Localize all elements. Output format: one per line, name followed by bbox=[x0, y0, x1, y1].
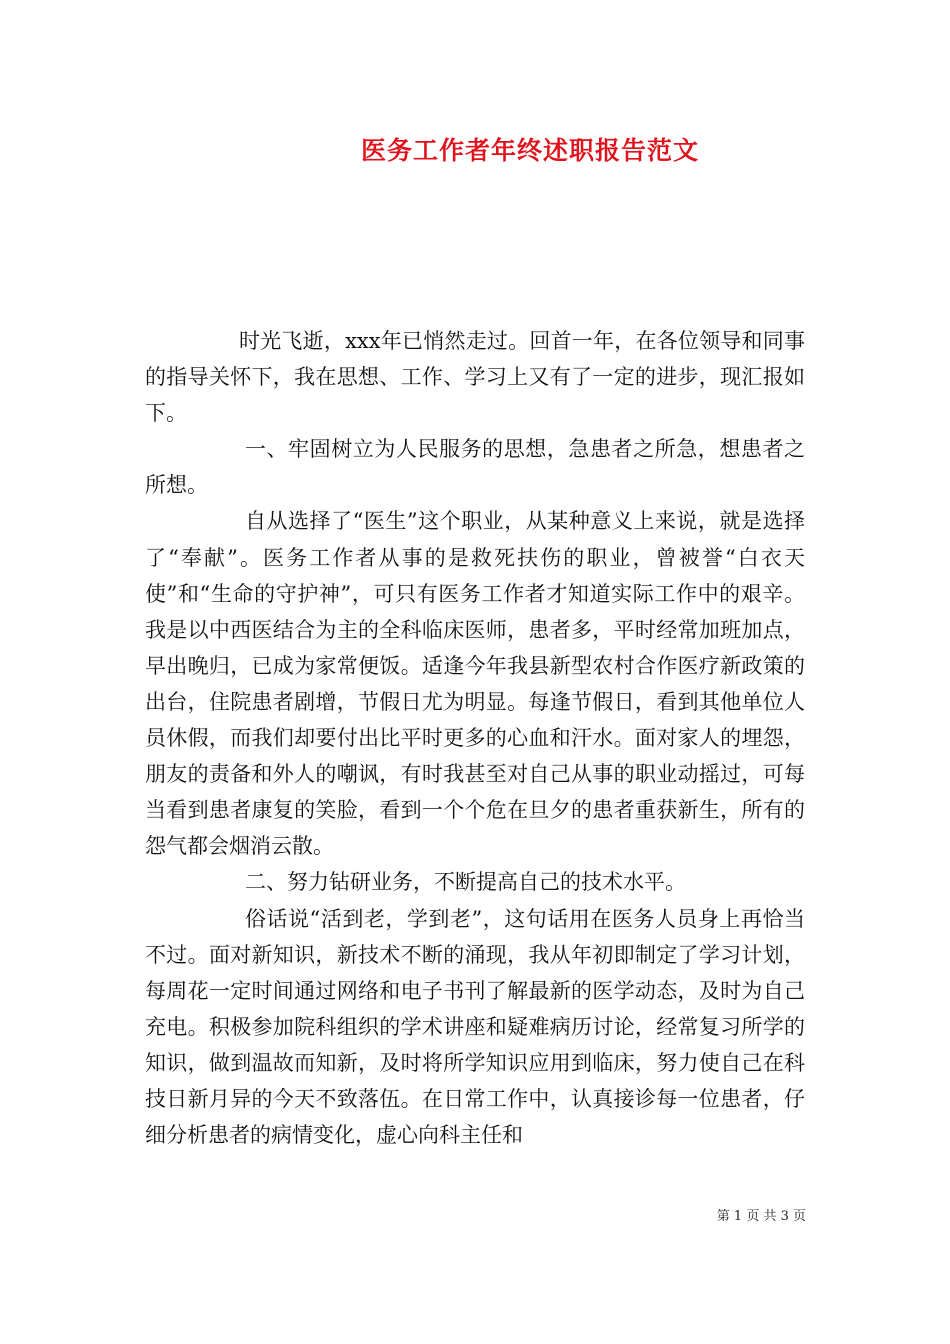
section-heading-2: 二、努力钻研业务，不断提高自己的技术水平。 bbox=[245, 870, 686, 895]
paragraph-intro: 时光飞逝，xxx年已悄然走过。回首一年，在各位领导和同事的指导关怀下，我在思想、工作、学习上又有了一定的进步，现汇报如下。 bbox=[145, 329, 805, 426]
section-heading-1: 一、牢固树立为人民服务的思想，急患者之所急，想患者之所想。 bbox=[145, 437, 805, 498]
paragraph-section-2: 俗话说“活到老，学到老”，这句话用在医务人员身上再恰当不过。面对新知识，新技术不断的涌现，我从年初即制定了学习计划，每周花一定时间通过网络和电子书刊了解最新的医学动态，及时为自己充电。积极参加院科组织的学术讲座和疑难病历讨论，经常复习所学的知识，做到温故而知新，及时将所学知识应用到临床，努力使自己在科技日新月异的今天不致落伍。在日常工作中，认真接诊每一位患者，仔细分析患者的病情变化，虚心向科主任和 bbox=[145, 906, 805, 1148]
paragraph-section-1: 自从选择了“医生”这个职业，从某种意义上来说，就是选择了“奉献”。医务工作者从事的是救死扶伤的职业，曾被誉“白衣天使”和“生命的守护神”，可只有医务工作者才知道实际工作中的艰辛。我是以中西医结合为主的全科临床医师，患者多，平时经常加班加点，早出晚归，已成为家常便饭。适逢今年我县新型农村合作医疗新政策的出台，住院患者剧增，节假日尤为明显。每逢节假日，看到其他单位人员休假，而我们却要付出比平时更多的心血和汗水。面对家人的埋怨，朋友的责备和外人的嘲讽，有时我甚至对自己从事的职业动摇过，可每当看到患者康复的笑脸，看到一个个危在旦夕的患者重获新生，所有的怨气都会烟消云散。 bbox=[145, 509, 805, 859]
document-body bbox=[145, 323, 805, 1153]
page-number: 第 1 页 共 3 页 bbox=[716, 1209, 806, 1224]
document-title: 医务工作者年终述职报告范文 bbox=[360, 136, 699, 165]
